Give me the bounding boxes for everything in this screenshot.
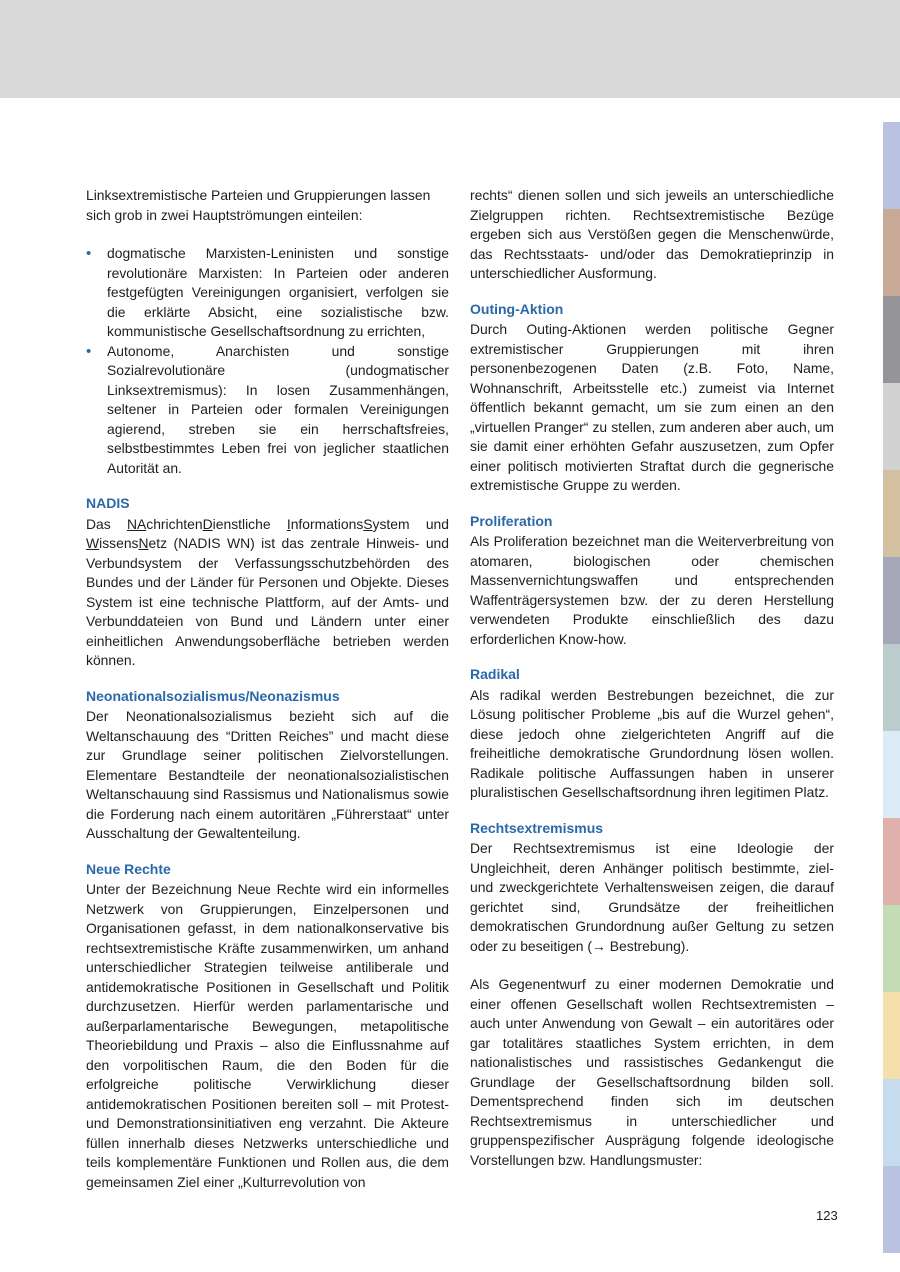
section-heading-neue-rechte: Neue Rechte <box>86 860 171 877</box>
side-tab <box>883 818 900 905</box>
section-text-nadis: Das NAchrichtenDienstliche InformationsSystem und WissensNetz (NADIS WN) ist das zentrale Hinweis- und Verbundsystem der Verfassungsschutzbehörden des Bundes und der Länder für Personen und Objekte. Dieses System ist eine technische Plattform, auf der Amts- und Verbunddateien von Bund und Ländern unter einer einheitlichen Anwendungsoberfläche betrieben werden können. <box>86 515 449 668</box>
section-heading-proliferation: Proliferation <box>470 512 553 529</box>
section-heading-nadis: NADIS <box>86 495 130 511</box>
side-tab <box>883 644 900 731</box>
section-text-radikal: Als radikal werden Bestrebungen bezeichnet, die zur Lösung politischer Probleme „bis auf die Wurzel gehen“, diese jedoch ohne zielgerichteten Angriff auf die freiheitliche demokratische Grundordnung lösen wollen. Radikale politische Auffassungen haben in unserer pluralistischen Gesellschaftsordnung ihren legitimen Platz. <box>470 686 834 800</box>
section-heading-neonazismus: Neonationalsozialismus/Neonazismus <box>86 687 340 704</box>
section-heading-outing: Outing-Aktion <box>470 300 564 317</box>
bullet-list <box>86 244 449 478</box>
section-text-proliferation: Als Proliferation bezeichnet man die Weiterverbreitung von atomaren, biologischen oder chemischen Massenvernichtungswaffen und entsprechenden Waffenträgersystemen bzw. der zu deren Herstellung verwendeten Produkte einschließlich des dazu erforderlichen Know-how. <box>470 533 834 647</box>
side-tab <box>883 992 900 1079</box>
paragraph-spacer <box>470 956 834 975</box>
side-tab <box>883 296 900 383</box>
side-tab <box>883 1166 900 1253</box>
intro-paragraph: Linksextremistische Parteien und Gruppierungen lassen sich grob in zwei Hauptströmungen einteilen: <box>86 187 431 223</box>
section-text-outing: Durch Outing-Aktionen werden politische Gegner extremistischer Gruppierungen mit ihren personenbezogenen Daten (z.B. Foto, Name, Wohnanschrift, Arbeitsstelle etc.) zumeist via Internet öffentlich bekannt gemacht, um sie zum einen an den „virtuellen Pranger“ zu stellen, zum anderen aber auch, um sie damit einer erhöhten Gefahr auszusetzen, zum Opfer einer politisch motivierten Straftat durch die gegnerische extremistische Gruppe zu werden. <box>470 321 834 493</box>
continuation-paragraph: rechts“ dienen sollen und sich jeweils an unterschiedliche Zielgruppen richten. Rechtsextremistische Bezüge ergeben sich aus Verstößen gegen die Menschenwürde, das Rechtsstaats- und/oder das Demokratieprinzip in unterschiedlicher Ausformung. <box>470 187 834 281</box>
section-text-rechtsextremismus-2: Als Gegenentwurf zu einer modernen Demokratie und einer offenen Gesellschaft wollen Rechtsextremisten – auch unter Anwendung von Gewalt – ein autoritäres oder gar totalitäres staatliches System errichten, in dem nationalistisches und rassistisches Gedankengut die Grundlage der Gesellschaftsordnung bilden soll. Dementsprechend finden sich im deutschen Rechtsextremismus in unterschiedlicher und gruppenspezifischer Ausprägung folgende ideologische Vorstellungen bzw. Handlungsmuster: <box>470 976 834 1168</box>
list-item: • dogmatische Marxisten-Leninisten und sonstige revolutionäre Marxisten: In Parteien oder anderen festgefügten Vereinigungen organisiert, verfolgen sie die erklärte Absicht, eine sozialistische bzw. kommunistische Gesellschaftsordnung zu errichten, <box>86 245 449 339</box>
bullet-icon: • <box>86 342 92 360</box>
side-tab <box>883 209 900 296</box>
right-column <box>470 186 834 1170</box>
section-text-neue-rechte: Unter der Bezeichnung Neue Rechte wird ein informelles Netzwerk von Gruppierungen, Einzelpersonen und Organisationen gefasst, in dem nationalkonservative bis rechtsextremistische Kräfte zusammenwirken, um anhand unterschiedlicher Strategien teilweise antiliberale und antidemokratische Positionen in Gesellschaft und Politik durchzusetzen. Hierfür werden parlamentarische und außerparlamentarische Bewegungen, metapolitische Theoriebildung und Praxis – also die Einflussnahme auf den vorpolitischen Raum, die den Boden für die erfolgreiche politische Verwirklichung dieser antidemokratischen Positionen bereiten soll – mit Protest- und Demonstrationsinitiativen eng verzahnt. Die Akteure füllen innerhalb dieses Netzwerks unterschiedliche und teils komplementäre Funktionen und Rollen aus, die dem gemeinsamen Ziel einer „Kulturrevolution von <box>86 881 449 1190</box>
side-tab <box>883 383 900 470</box>
section-heading-radikal: Radikal <box>470 666 520 682</box>
side-tab <box>883 1079 900 1166</box>
side-tab <box>883 557 900 644</box>
section-heading-rechtsextremismus: Rechtsextremismus <box>470 819 604 836</box>
bullet-icon: • <box>86 245 92 262</box>
side-tab <box>883 122 900 209</box>
page-number: 123 <box>816 1208 838 1223</box>
section-text-neonazismus: Der Neonationalsozialismus bezieht sich auf die Weltanschauung des “Dritten Reiches” und macht diese zur Grundlage seiner politischen Zielvorstellungen. Elementare Bestandteile der neonationalsozialistischen Weltanschauung sind Rassismus und Nationalismus sowie die Forderung nach einem autoritären „Führerstaat“ unter Ausschaltung der Gewaltenteilung. <box>86 708 449 841</box>
left-column <box>86 186 449 1192</box>
header-band <box>0 0 900 98</box>
section-text-rechtsextremismus: Der Rechtsextremismus ist eine Ideologie der Ungleichheit, deren Anhänger politisch bestimmte, ziel- und zweckgerichtete Verhaltensweisen zeigen, die darauf gerichtet sind, Grundsätze der freiheitlichen demokratischen Grundordnung außer Geltung zu setzen oder zu beseitigen (→ Bestrebung). <box>470 840 834 954</box>
list-item: • Autonome, Anarchisten und sonstige Sozialrevolutionäre (undogmatischer Linksextremismus): In losen Zusammenhängen, seltener in Parteien oder formalen Vereinigungen agierend, streben sie ein herrschaftsfreies, selbstbestimmtes Leben frei von jeglicher staatlichen Autorität an. <box>86 342 449 476</box>
side-tab <box>883 905 900 992</box>
side-tab <box>883 731 900 818</box>
side-register-tabs <box>883 122 900 1253</box>
side-tab <box>883 470 900 557</box>
